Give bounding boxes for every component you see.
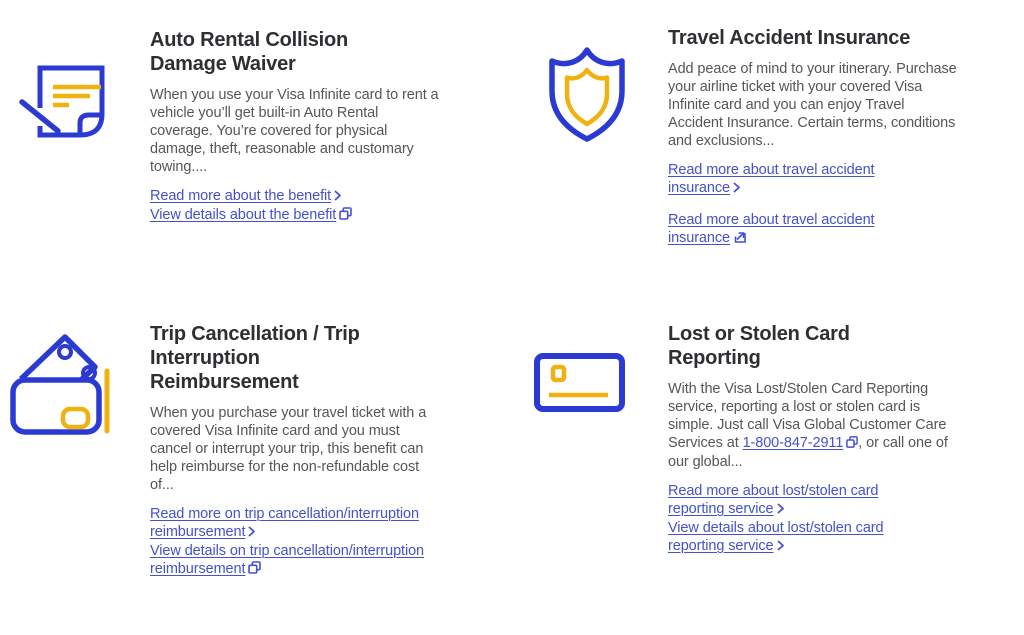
external-window-icon: [248, 561, 261, 579]
shield-icon: [532, 36, 642, 146]
chevron-right-icon: [733, 180, 741, 198]
document-with-pen-icon: [10, 32, 120, 142]
benefit-title: Auto Rental Collision Damage Waiver: [150, 29, 349, 75]
chevron-right-icon: [248, 524, 256, 542]
chevron-right-icon: [777, 538, 785, 556]
benefit-description: When you use your Visa Infinite card to rent a vehicle you’ll get built-in Auto Rental coverage. You’re covered for physical damage, theft, reasonable and customary towing....: [150, 87, 439, 175]
read-more-benefit-link[interactable]: Read more about the benefit: [150, 188, 332, 204]
external-window-icon: [339, 207, 352, 225]
credit-card-icon: [533, 352, 629, 416]
benefit-title: Lost or Stolen Card Reporting: [668, 323, 850, 369]
view-details-trip-cancellation-link[interactable]: View details on trip cancellation/interruption reimbursement: [150, 543, 425, 577]
read-more-trip-cancellation-link[interactable]: Read more on trip cancellation/interruption reimbursement: [150, 506, 419, 540]
read-more-travel-accident-link[interactable]: Read more about travel accident insurance: [668, 162, 875, 196]
view-details-benefit-link[interactable]: View details about the benefit: [150, 207, 337, 223]
read-more-lost-stolen-link[interactable]: Read more about lost/stolen card reporting service: [668, 483, 879, 517]
benefit-title: Trip Cancellation / Trip Interruption Reimbursement: [150, 323, 360, 393]
external-window-icon: [846, 435, 858, 453]
read-more-travel-accident-external-link[interactable]: Read more about travel accident insurance: [668, 212, 875, 246]
benefit-title: Travel Accident Insurance: [668, 27, 911, 49]
chevron-right-icon: [334, 188, 342, 206]
wallet-with-cash-icon: [5, 325, 130, 450]
benefit-description: When you purchase your travel ticket with a covered Visa Infinite card and you must cancel or interrupt your trip, this benefit can help reimburse for the non-refundable cost of...: [150, 405, 427, 493]
view-details-lost-stolen-link[interactable]: View details about lost/stolen card reporting service: [668, 520, 884, 554]
launch-arrow-icon: [733, 230, 746, 248]
benefit-description: Add peace of mind to your itinerary. Purchase your airline ticket with your covered Visa Infinite card and you can enjoy Travel Accident Insurance. Certain terms, conditions and exclusions...: [668, 61, 957, 149]
chevron-right-icon: [777, 501, 785, 519]
benefit-description: With the Visa Lost/Stolen Card Reporting service, reporting a lost or stolen card is simple. Just call Visa Global Customer Care Services at 1-800-847-2911 , or call one of our global...: [668, 381, 948, 470]
phone-number-link[interactable]: 1-800-847-2911: [742, 435, 844, 451]
